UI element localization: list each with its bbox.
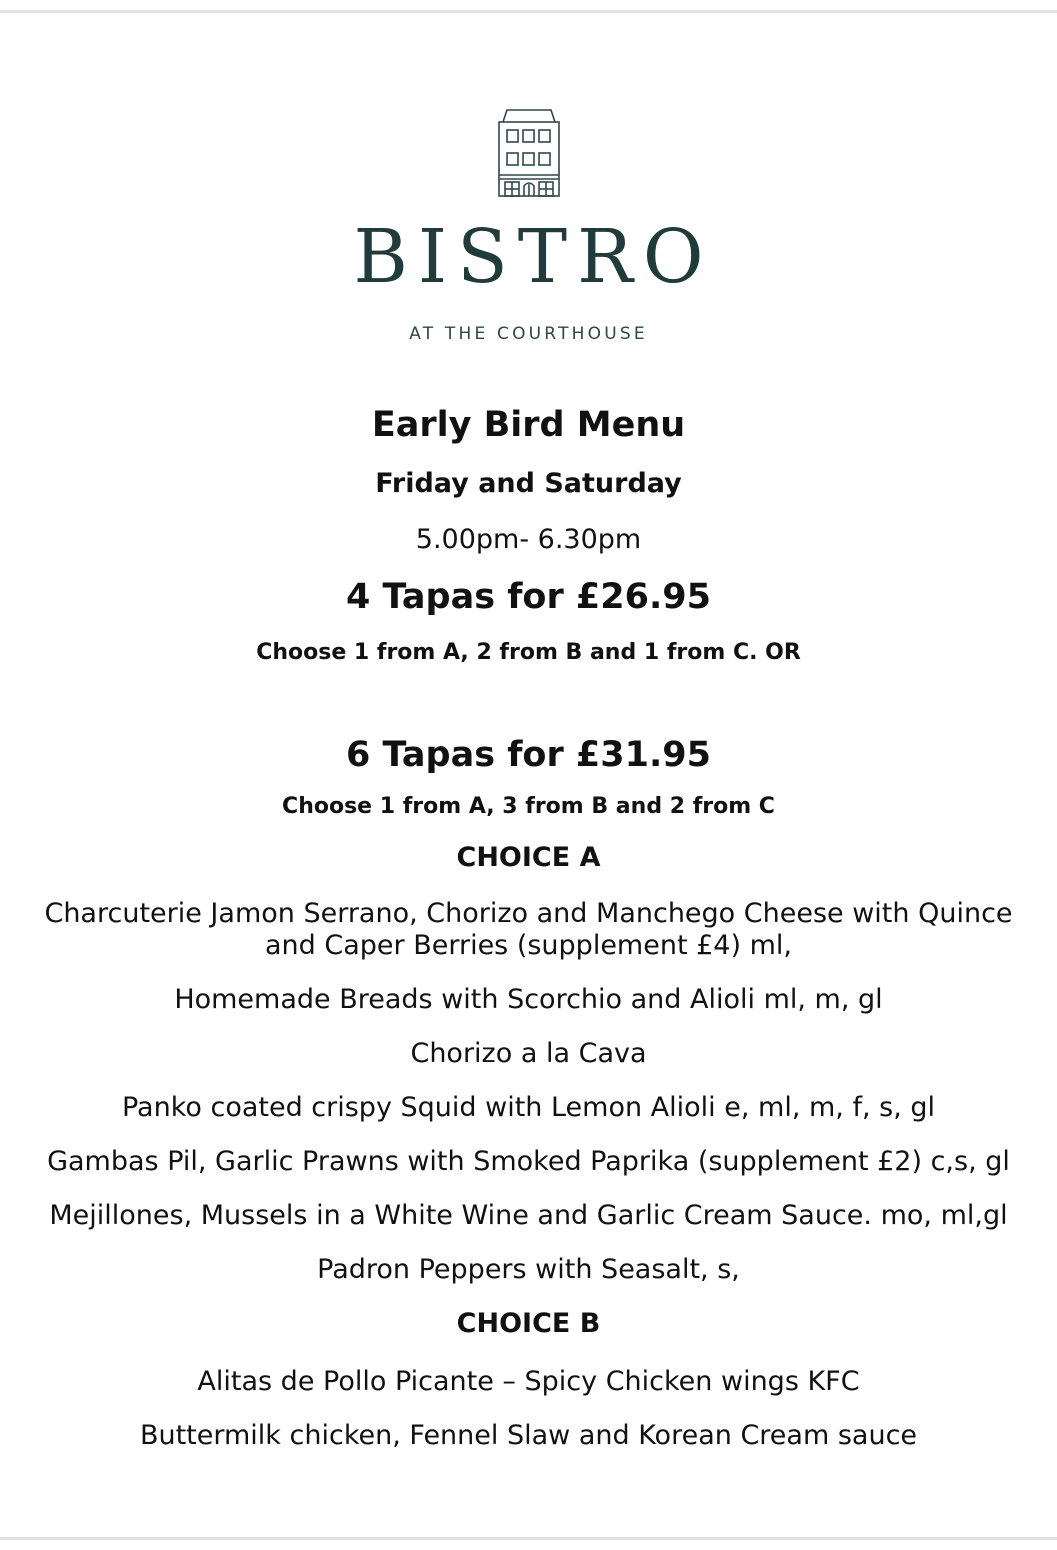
brand-subtitle: AT THE COURTHOUSE: [409, 324, 648, 344]
choice-b-section: [0, 1304, 1057, 1452]
menu-item: Mejillones, Mussels in a White Wine and Garlic Cream Sauce. mo, ml,gl: [49, 1200, 1008, 1231]
menu-content: [0, 400, 1057, 1452]
menu-item: Alitas de Pollo Picante – Spicy Chicken wings KFC: [197, 1366, 860, 1397]
bottom-divider: [0, 1537, 1057, 1540]
menu-item: Panko coated crispy Squid with Lemon Alioli e, ml, m, f, s, gl: [121, 1092, 936, 1123]
menu-item: Chorizo a la Cava: [410, 1038, 647, 1069]
offer-four-rule: Choose 1 from A, 2 from B and 1 from C. OR: [256, 640, 801, 665]
menu-title: Early Bird Menu: [371, 405, 686, 445]
menu-item: Padron Peppers with Seasalt, s,: [317, 1254, 740, 1285]
menu-item: Gambas Pil, Garlic Prawns with Smoked Paprika (supplement £2) c,s, gl: [47, 1146, 1010, 1177]
choice-b-heading: CHOICE B: [456, 1308, 601, 1339]
choice-a-section: [0, 838, 1057, 1286]
brand-name: BISTRO: [353, 214, 714, 300]
bistro-logo: [0, 108, 1057, 344]
menu-days: Friday and Saturday: [375, 468, 682, 499]
menu-item: Charcuterie Jamon Serrano, Chorizo and Manchego Cheese with Quince and Caper Berries (supplement £4) ml,: [44, 898, 1013, 961]
offer-four-tapas: 4 Tapas for £26.95: [346, 577, 711, 617]
top-divider: [0, 10, 1057, 13]
menu-item: Homemade Breads with Scorchio and Alioli ml, m, gl: [174, 984, 883, 1015]
offer-six-rule: Choose 1 from A, 3 from B and 2 from C: [282, 794, 775, 819]
offer-six-tapas: 6 Tapas for £31.95: [346, 735, 711, 775]
building-icon: [497, 108, 561, 198]
menu-item: Buttermilk chicken, Fennel Slaw and Korean Cream sauce: [139, 1420, 918, 1451]
choice-a-heading: CHOICE A: [456, 842, 601, 873]
spacer: [0, 670, 1057, 730]
menu-time: 5.00pm- 6.30pm: [415, 524, 642, 555]
